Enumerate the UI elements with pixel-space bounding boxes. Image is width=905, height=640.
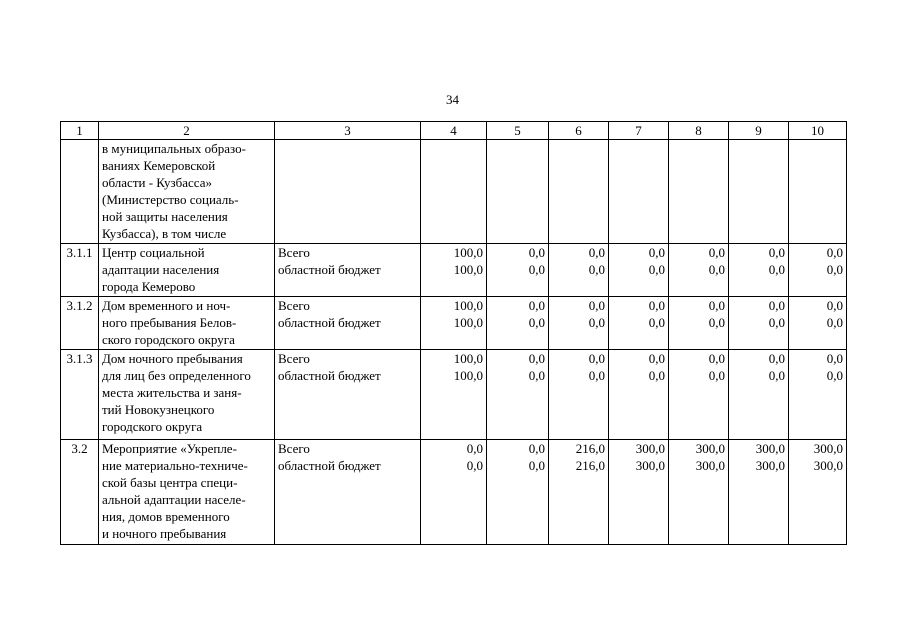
value-cell (487, 140, 549, 244)
amount-value: 0,0 (768, 245, 785, 260)
funding-source-cell (275, 350, 421, 440)
column-header: 8 (669, 122, 729, 140)
value-cell (729, 440, 789, 545)
amount-value: 300,0 (635, 441, 665, 456)
row-name: Мероприятие «Укрепле- ние материально-техниче- ской базы центра специ- альной адаптации населе- ния, домов временного и ночного пребывания (99, 440, 275, 545)
amount-value: 0,0 (648, 245, 665, 260)
amount-value: 0,0 (588, 298, 605, 313)
value-cell (729, 140, 789, 244)
amount-value: 0,0 (528, 458, 545, 473)
value-cell (789, 440, 847, 545)
row-name: Центр социальной адаптации населения города Кемерово (99, 244, 275, 297)
value-cell (487, 350, 549, 440)
funding-source: Всего (278, 245, 310, 260)
amount-value: 0,0 (466, 458, 483, 473)
amount-value: 0,0 (528, 351, 545, 366)
amount-value: 0,0 (708, 315, 725, 330)
column-header: 10 (789, 122, 847, 140)
value-cell (421, 440, 487, 545)
amount-value: 300,0 (813, 441, 843, 456)
funding-source-cell (275, 297, 421, 350)
amount-value: 0,0 (528, 368, 545, 383)
amount-value: 0,0 (708, 351, 725, 366)
amount-value: 0,0 (768, 262, 785, 277)
amount-value: 100,0 (453, 262, 483, 277)
column-header: 2 (99, 122, 275, 140)
column-header: 6 (549, 122, 609, 140)
value-cell (609, 140, 669, 244)
amount-value: 300,0 (635, 458, 665, 473)
amount-value: 300,0 (695, 441, 725, 456)
amount-value: 300,0 (695, 458, 725, 473)
amount-value: 0,0 (826, 315, 843, 330)
column-header: 1 (61, 122, 99, 140)
amount-value: 216,0 (575, 458, 605, 473)
value-cell (669, 297, 729, 350)
row-code: 3.2 (61, 440, 99, 545)
amount-value: 300,0 (813, 458, 843, 473)
amount-value: 0,0 (588, 262, 605, 277)
amount-value: 0,0 (768, 351, 785, 366)
funding-source: областной бюджет (278, 458, 381, 473)
budget-table (60, 121, 847, 545)
funding-source: Всего (278, 441, 310, 456)
column-number-row (61, 122, 847, 140)
value-cell (421, 244, 487, 297)
value-cell (669, 440, 729, 545)
amount-value: 0,0 (648, 315, 665, 330)
column-header: 7 (609, 122, 669, 140)
page-number: 34 (446, 92, 459, 107)
column-header: 3 (275, 122, 421, 140)
funding-source: областной бюджет (278, 368, 381, 383)
value-cell (421, 140, 487, 244)
value-cell (609, 440, 669, 545)
funding-source-cell (275, 244, 421, 297)
amount-value: 0,0 (768, 368, 785, 383)
value-cell (609, 297, 669, 350)
continuation-text: в муниципальных образо- ваниях Кемеровской области - Кузбасса» (Министерство социаль- ной защиты населения Кузбасса), в том числе (99, 140, 275, 244)
value-cell (421, 350, 487, 440)
funding-source: Всего (278, 298, 310, 313)
funding-source-cell (275, 440, 421, 545)
amount-value: 0,0 (528, 315, 545, 330)
amount-value: 0,0 (826, 351, 843, 366)
value-cell (609, 244, 669, 297)
value-cell (729, 244, 789, 297)
source-cell (275, 140, 421, 244)
value-cell (549, 350, 609, 440)
amount-value: 100,0 (453, 351, 483, 366)
row-name: Дом ночного пребывания для лиц без определенного места жительства и заня- тий Новокузнецкого городского округа (99, 350, 275, 440)
amount-value: 0,0 (588, 368, 605, 383)
amount-value: 0,0 (466, 441, 483, 456)
value-cell (609, 350, 669, 440)
amount-value: 0,0 (826, 298, 843, 313)
amount-value: 0,0 (588, 315, 605, 330)
column-header: 5 (487, 122, 549, 140)
funding-source: областной бюджет (278, 262, 381, 277)
column-header: 4 (421, 122, 487, 140)
table-row (61, 440, 847, 545)
amount-value: 0,0 (768, 315, 785, 330)
value-cell (789, 244, 847, 297)
amount-value: 0,0 (648, 368, 665, 383)
amount-value: 0,0 (648, 351, 665, 366)
amount-value: 216,0 (575, 441, 605, 456)
value-cell (789, 140, 847, 244)
value-cell (729, 350, 789, 440)
funding-source: областной бюджет (278, 315, 381, 330)
amount-value: 0,0 (708, 262, 725, 277)
table-row (61, 297, 847, 350)
amount-value: 0,0 (588, 351, 605, 366)
row-code: 3.1.2 (61, 297, 99, 350)
value-cell (789, 350, 847, 440)
continuation-row (61, 140, 847, 244)
amount-value: 0,0 (648, 262, 665, 277)
amount-value: 0,0 (528, 441, 545, 456)
value-cell (487, 297, 549, 350)
amount-value: 300,0 (755, 441, 785, 456)
value-cell (549, 244, 609, 297)
amount-value: 100,0 (453, 245, 483, 260)
value-cell (669, 140, 729, 244)
table-row (61, 244, 847, 297)
amount-value: 0,0 (588, 245, 605, 260)
amount-value: 300,0 (755, 458, 785, 473)
value-cell (549, 297, 609, 350)
amount-value: 0,0 (528, 298, 545, 313)
amount-value: 100,0 (453, 315, 483, 330)
funding-source: Всего (278, 351, 310, 366)
value-cell (789, 297, 847, 350)
row-code: 3.1.1 (61, 244, 99, 297)
value-cell (729, 297, 789, 350)
value-cell (487, 244, 549, 297)
value-cell (487, 440, 549, 545)
value-cell (549, 440, 609, 545)
row-name: Дом временного и ноч- ного пребывания Белов- ского городского округа (99, 297, 275, 350)
column-header: 9 (729, 122, 789, 140)
amount-value: 0,0 (708, 368, 725, 383)
amount-value: 0,0 (708, 298, 725, 313)
amount-value: 0,0 (528, 262, 545, 277)
value-cell (669, 244, 729, 297)
value-cell (669, 350, 729, 440)
amount-value: 0,0 (648, 298, 665, 313)
amount-value: 0,0 (826, 368, 843, 383)
amount-value: 100,0 (453, 368, 483, 383)
amount-value: 100,0 (453, 298, 483, 313)
amount-value: 0,0 (768, 298, 785, 313)
value-cell (549, 140, 609, 244)
row-code-cell (61, 140, 99, 244)
amount-value: 0,0 (708, 245, 725, 260)
table-row (61, 350, 847, 440)
amount-value: 0,0 (826, 245, 843, 260)
amount-value: 0,0 (826, 262, 843, 277)
row-code: 3.1.3 (61, 350, 99, 440)
value-cell (421, 297, 487, 350)
amount-value: 0,0 (528, 245, 545, 260)
